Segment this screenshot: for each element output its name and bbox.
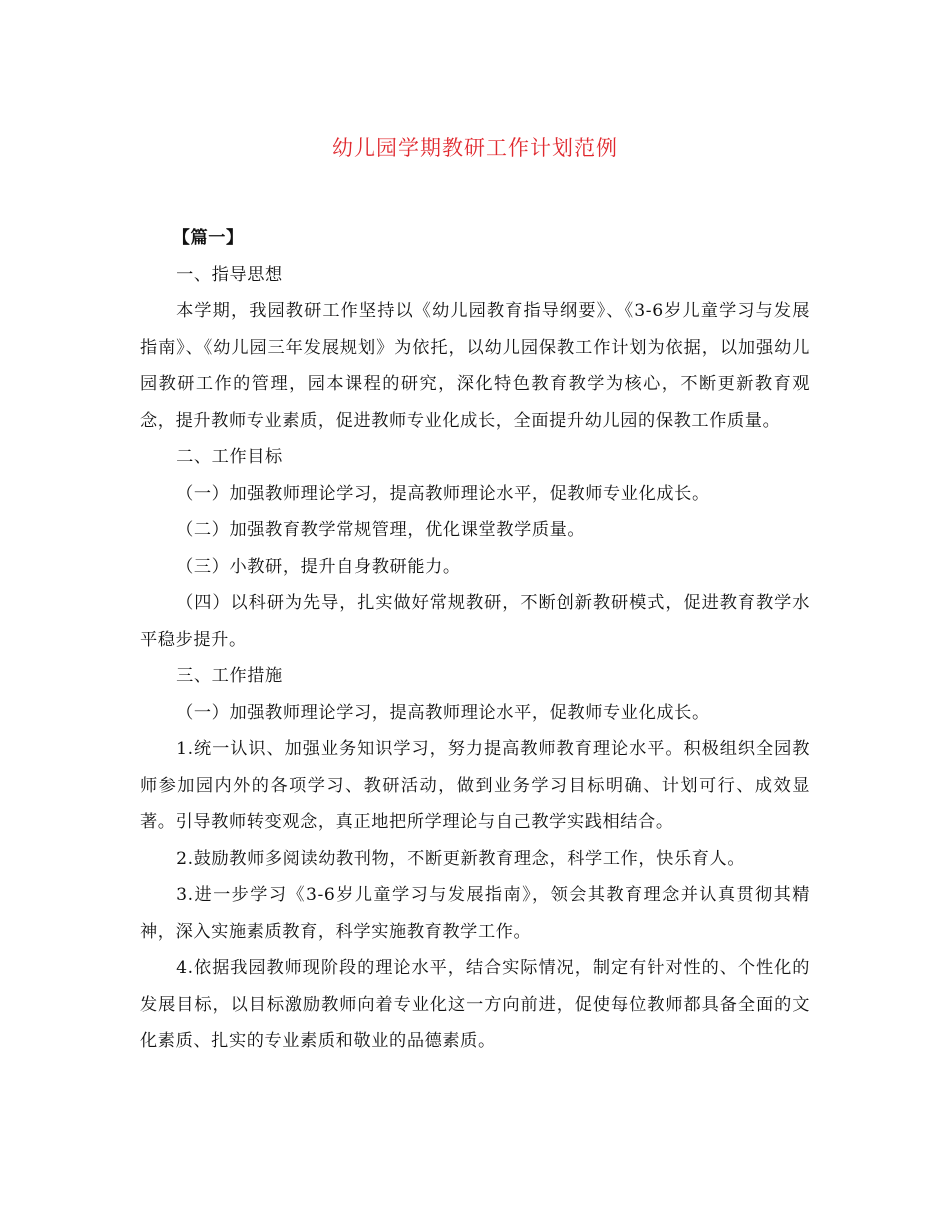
document-body <box>140 220 810 1060</box>
section-heading: 【篇一】 <box>172 228 244 248</box>
paragraph: 2.鼓励教师多阅读幼教刊物，不断更新教育理念，科学工作，快乐育人。 <box>176 848 746 869</box>
paragraph: 三、工作措施 <box>176 666 283 686</box>
paragraph: 3.进一步学习《3-6岁儿童学习与发展指南》，领会其教育理念并认真贯彻其精神，深入实施素质教育，科学实施教育教学工作。 <box>140 885 810 942</box>
paragraph: 二、工作目标 <box>176 447 283 467</box>
paragraph: （一）加强教师理论学习，提高教师理论水平，促教师专业化成长。 <box>176 483 710 504</box>
paragraph: （一）加强教师理论学习，提高教师理论水平，促教师专业化成长。 <box>176 702 710 723</box>
paragraph: （二）加强教育教学常规管理，优化课堂教学质量。 <box>176 520 586 540</box>
paragraph: （三）小教研，提升自身教研能力。 <box>176 556 461 577</box>
paragraph: 本学期，我园教研工作坚持以《幼儿园教育指导纲要》、《3-6岁儿童学习与发展指南》、《幼儿园三年发展规划》为依托，以幼儿园保教工作计划为依据，以加强幼儿园教研工作的管理，园本课程的研究，深化特色教育教学为核心，不断更新教育观念，提升教师专业素质，促进教师专业化成长，全面提升幼儿园的保教工作质量。 <box>140 301 810 431</box>
document-title: 幼儿园学期教研工作计划范例 <box>332 136 618 160</box>
paragraph: 1.统一认识、加强业务知识学习，努力提高教师教育理论水平。积极组织全园教师参加园内外的各项学习、教研活动，做到业务学习目标明确、计划可行、成效显著。引导教师转变观念，真正地把所学理论与自己教学实践相结合。 <box>140 739 810 832</box>
paragraph: 4.依据我园教师现阶段的理论水平，结合实际情况，制定有针对性的、个性化的发展目标，以目标激励教师向着专业化这一方向前进，促使每位教师都具备全面的文化素质、扎实的专业素质和敬业的品德素质。 <box>140 958 810 1051</box>
paragraph: 一、指导思想 <box>176 264 283 285</box>
paragraph: （四）以科研为先导，扎实做好常规教研，不断创新教研模式，促进教育教学水平稳步提升。 <box>140 593 810 650</box>
